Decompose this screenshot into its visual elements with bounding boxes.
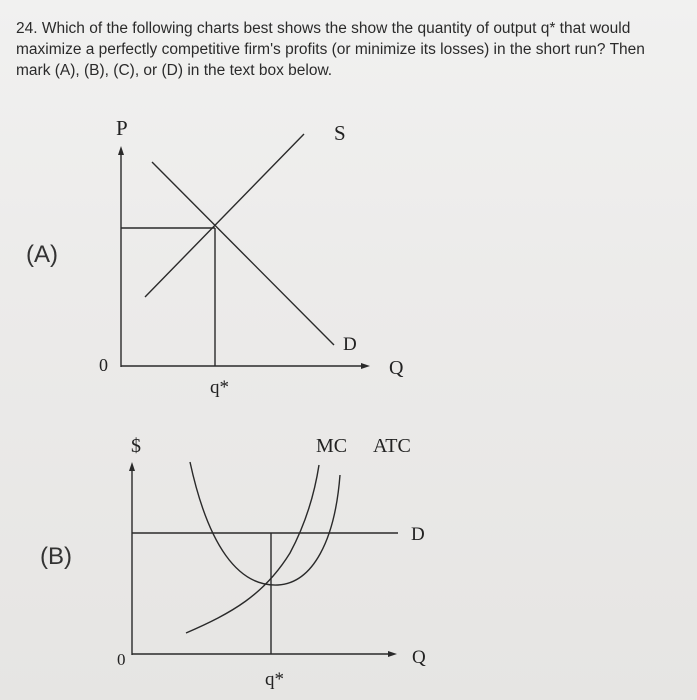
chart-b-y-arrow: [129, 462, 135, 471]
chart-b-atc-curve: [190, 462, 340, 585]
chart-a-origin-label: 0: [99, 355, 108, 375]
chart-b-mc-curve: [186, 465, 319, 633]
chart-a-qstar-label: q*: [210, 377, 229, 398]
question-text: 24. Which of the following charts best shows the show the quantity of output q* that would maximize a perfectly competitive firm's profits (or minimize its losses) in the short run? Then mark (A), (B), (C), or (D) in the text box below.: [16, 20, 645, 79]
chart-b-y-label: $: [131, 435, 141, 457]
chart-b-x-arrow: [388, 651, 397, 657]
chart-b-mc-label: MC: [316, 435, 348, 457]
chart-a-y-arrow: [118, 146, 124, 155]
chart-a-y-label: P: [116, 116, 128, 140]
chart-a-demand-label: D: [343, 334, 357, 355]
chart-a-supply-curve: [145, 134, 304, 297]
chart-a: [118, 134, 370, 369]
chart-b-demand-label: D: [411, 524, 425, 545]
chart-b-atc-label: ATC: [373, 435, 411, 457]
option-a-label[interactable]: (A): [26, 241, 58, 268]
chart-b-qstar-label: q*: [265, 669, 284, 690]
chart-b: [129, 462, 398, 657]
chart-a-demand-curve: [152, 162, 334, 345]
option-b-label[interactable]: (B): [40, 543, 72, 570]
chart-b-x-label: Q: [412, 647, 426, 668]
chart-b-origin-label: 0: [117, 650, 126, 669]
chart-a-supply-label: S: [334, 121, 346, 145]
chart-a-x-arrow: [361, 363, 370, 369]
chart-a-x-label: Q: [389, 357, 404, 379]
